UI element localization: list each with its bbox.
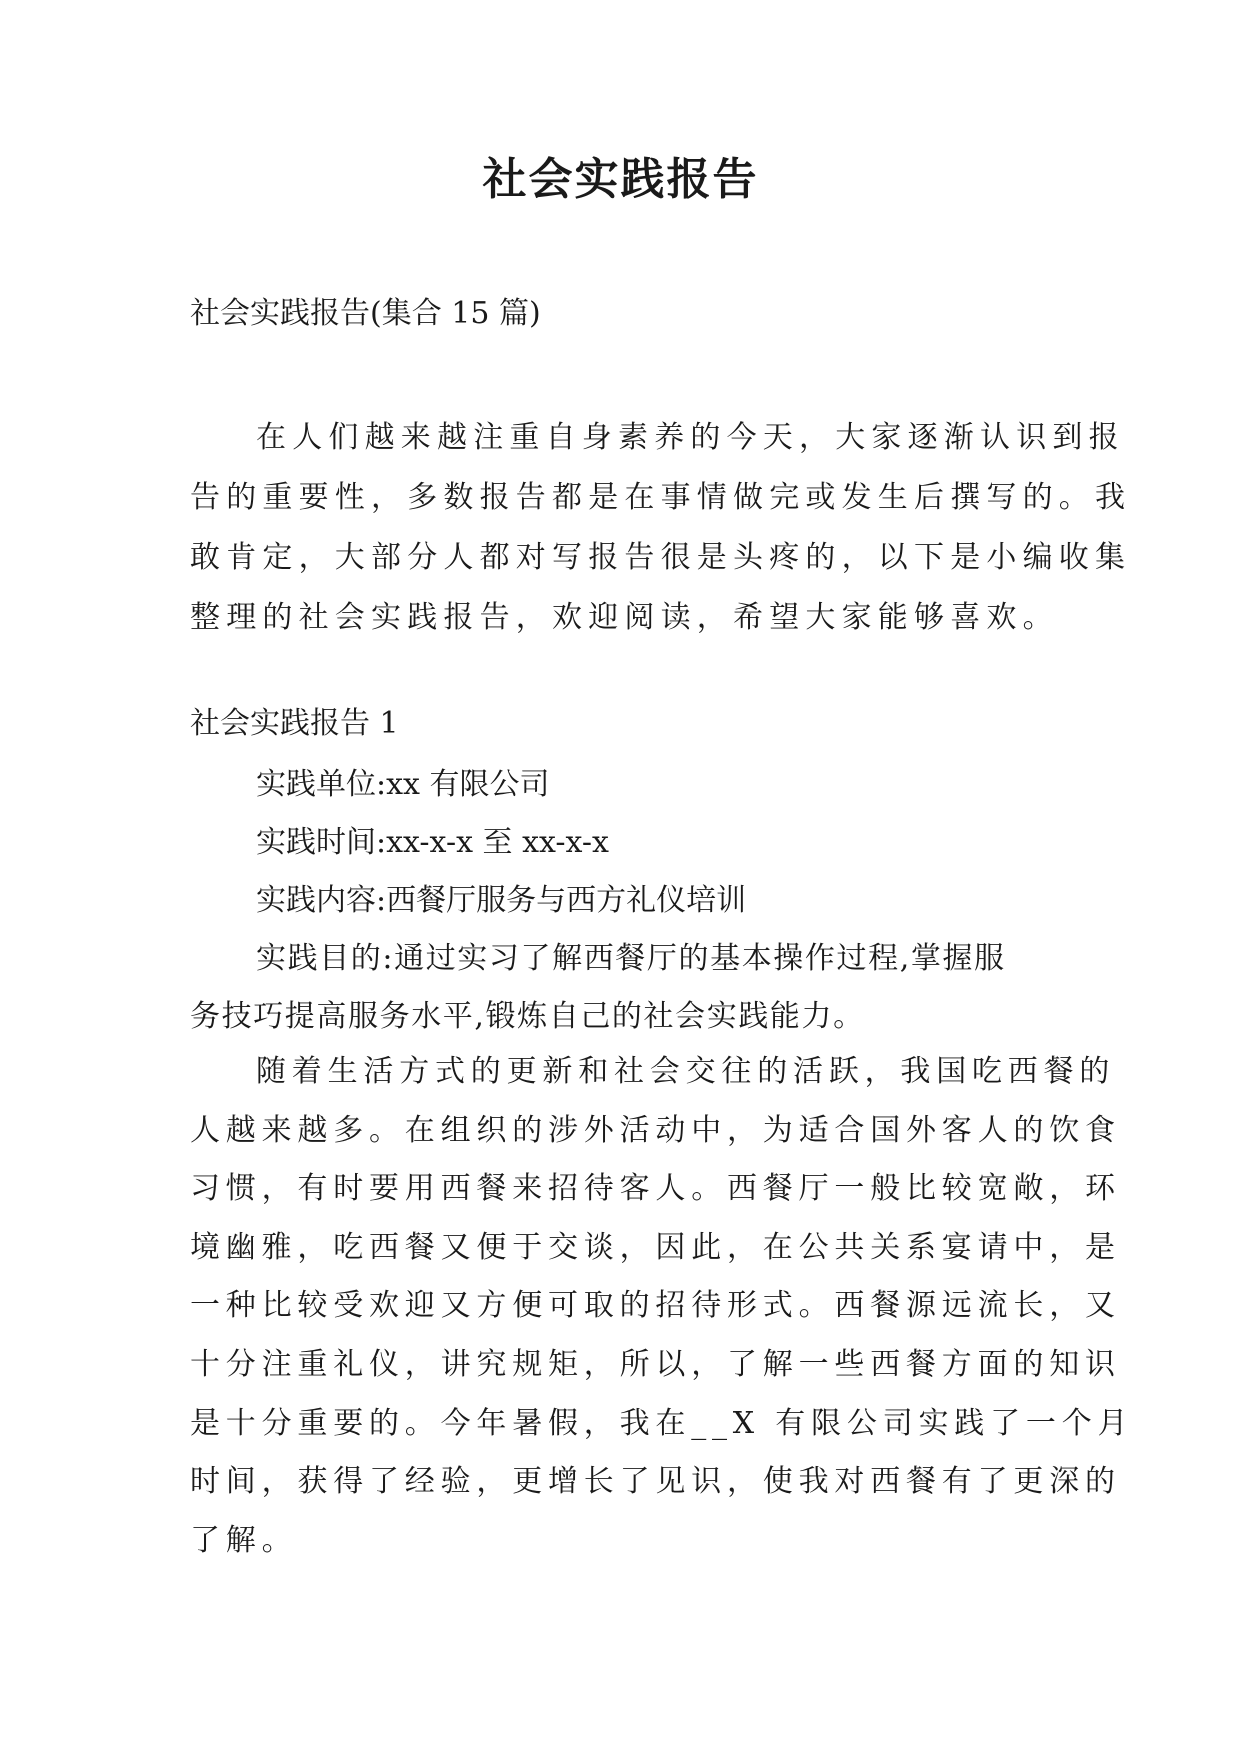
document-title: 社会实践报告 <box>482 154 759 205</box>
practice-facts <box>190 756 1060 930</box>
fact-practice-time: 实践时间:xx-x-x 至 xx-x-x <box>256 825 609 860</box>
body-paragraph <box>190 1043 1134 1570</box>
paragraph-line: 是十分重要的。今年暑假，我在__X 有限公司实践了一个月 <box>190 1405 1134 1441</box>
paragraph-line: 习惯，有时要用西餐来招待客人。西餐厅一般比较宽敞，环 <box>190 1171 1121 1207</box>
fact-practice-content: 实践内容:西餐厅服务与西方礼仪培训 <box>256 883 747 918</box>
paragraph-line: 在人们越来越注重自身素养的今天，大家逐渐认识到报 <box>256 420 1125 455</box>
paragraph-line: 整理的社会实践报告，欢迎阅读，希望大家能够喜欢。 <box>190 600 1059 635</box>
paragraph-line: 告的重要性，多数报告都是在事情做完或发生后撰写的。我 <box>190 480 1132 515</box>
paragraph-line: 境幽雅，吃西餐又便于交谈，因此，在公共关系宴请中，是 <box>190 1229 1121 1265</box>
paragraph-line: 一种比较受欢迎又方便可取的招待形式。西餐源远流长，又 <box>190 1288 1121 1324</box>
section-heading: 社会实践报告 1 <box>190 706 399 741</box>
paragraph-line: 十分注重礼仪，讲究规矩，所以，了解一些西餐方面的知识 <box>190 1346 1121 1382</box>
intro-paragraph <box>190 408 1132 648</box>
fact-practice-unit: 实践单位:xx 有限公司 <box>256 767 550 802</box>
paragraph-line: 随着生活方式的更新和社会交往的活跃，我国吃西餐的 <box>256 1054 1116 1089</box>
document-subtitle: 社会实践报告(集合 15 篇) <box>190 296 541 331</box>
paragraph-line: 了解。 <box>190 1522 298 1558</box>
paragraph-line: 务技巧提高服务水平,锻炼自己的社会实践能力。 <box>190 999 865 1034</box>
practice-purpose <box>190 930 1060 1046</box>
paragraph-line: 敢肯定，大部分人都对写报告很是头疼的，以下是小编收集 <box>190 540 1132 575</box>
paragraph-line: 实践目的:通过实习了解西餐厅的基本操作过程,掌握服 <box>256 941 1006 976</box>
paragraph-line: 人越来越多。在组织的涉外活动中，为适合国外客人的饮食 <box>190 1112 1121 1148</box>
paragraph-line: 时间，获得了经验，更增长了见识，使我对西餐有了更深的 <box>190 1464 1121 1500</box>
